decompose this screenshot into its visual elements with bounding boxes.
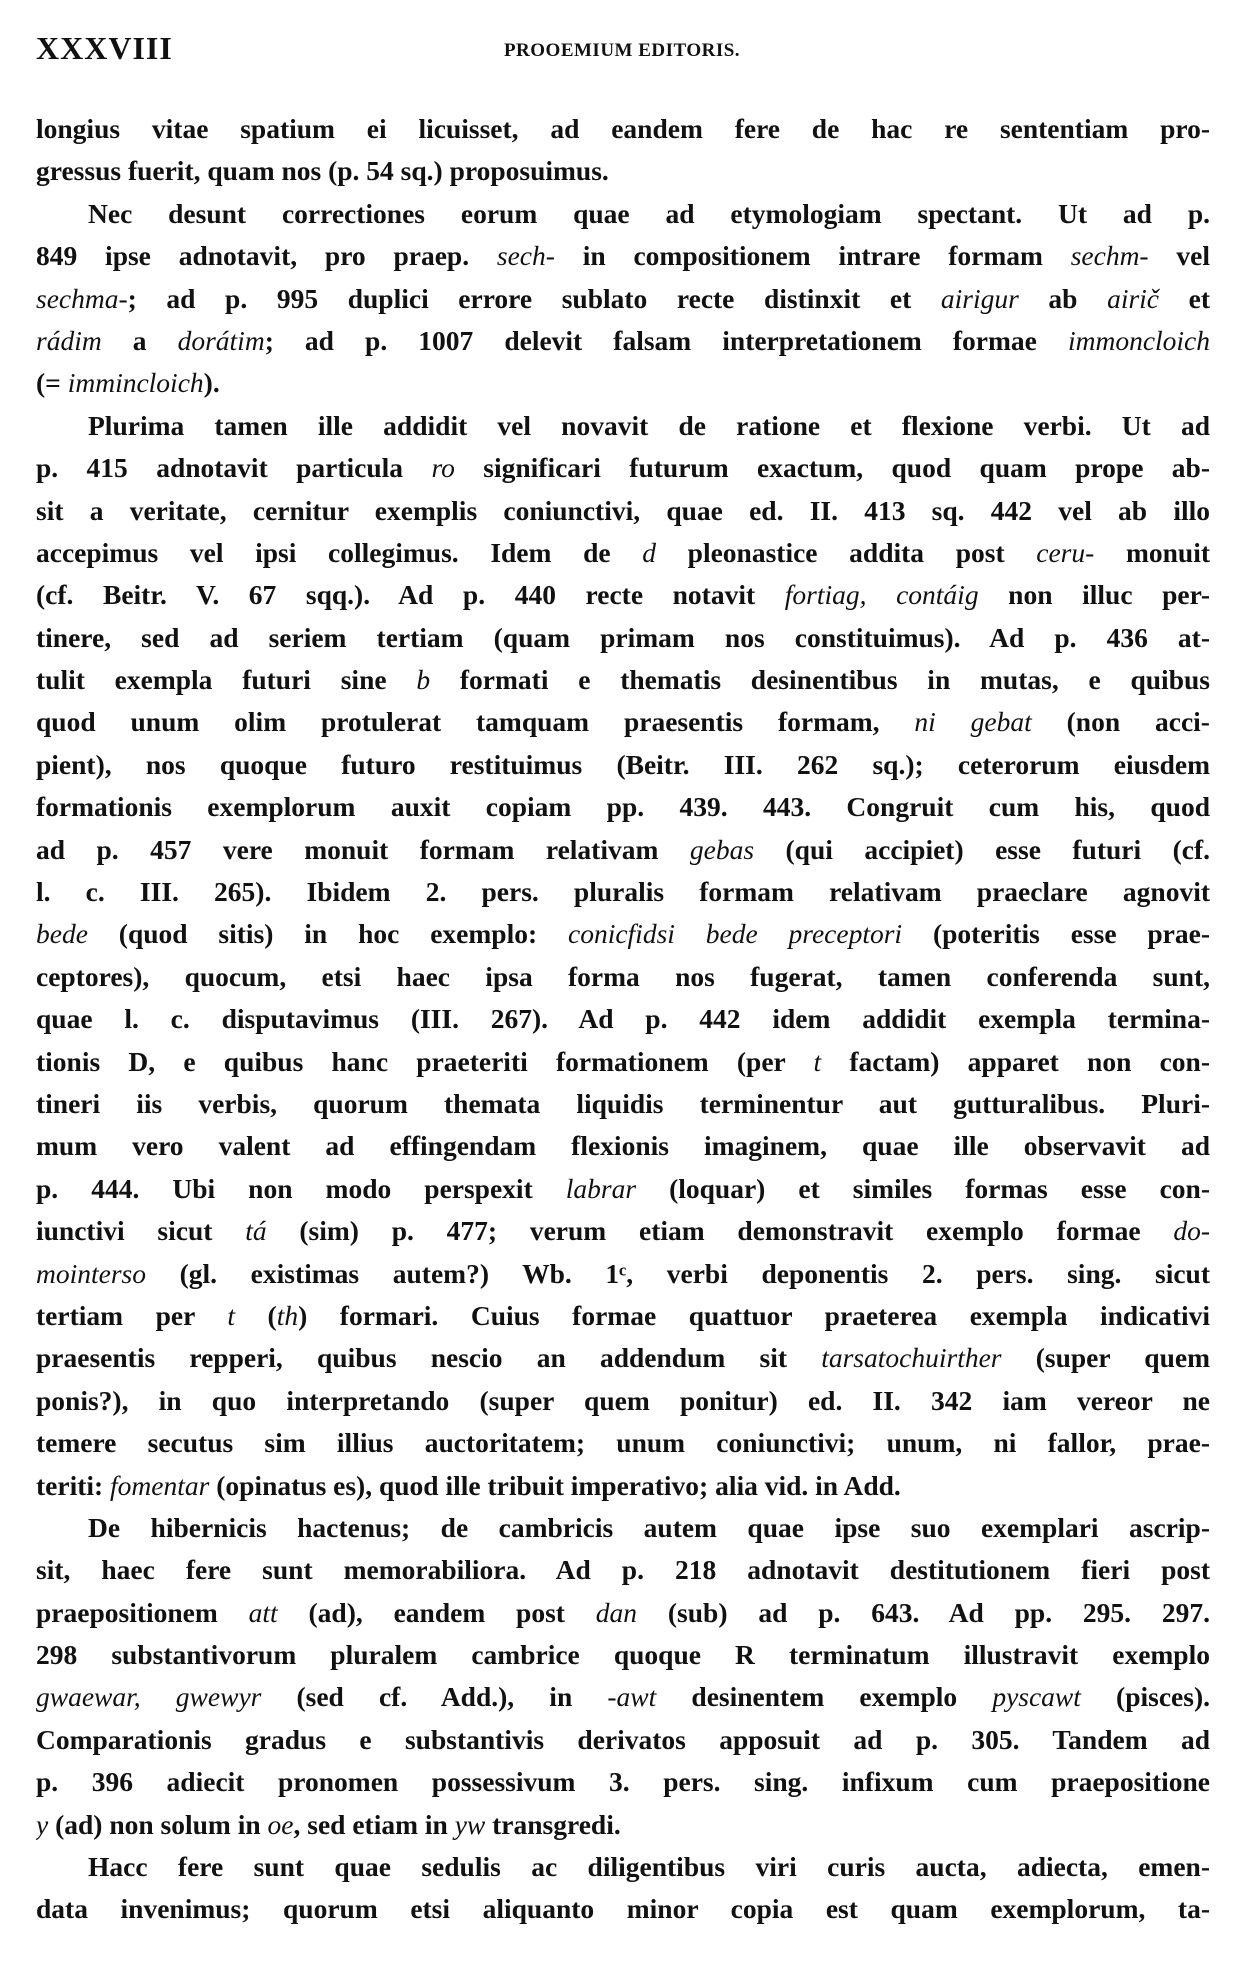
italic-text: immincloich: [67, 367, 204, 399]
text-line: [36, 1337, 1210, 1379]
text-segment: ceptores), quocum, etsi haec ipsa forma nos fugerat, tamen conferenda sunt,: [36, 960, 1210, 992]
text-segment: accepimus vel ipsi collegimus. Idem de: [36, 536, 643, 568]
text-segment: (cf. Beitr. V. 67 sqq.). Ad p. 440 recte notavit: [36, 579, 785, 611]
italic-text: airič: [1107, 282, 1160, 314]
text-line: [36, 998, 1210, 1040]
text-segment: gressus fuerit, quam nos (p. 54 sq.) proposuimus.: [36, 155, 609, 187]
text-segment: (non acci-: [1031, 706, 1210, 738]
text-segment: 849 ipse adnotavit, pro praep.: [36, 240, 497, 272]
text-segment: sit, haec fere sunt memorabiliora. Ad p. 218 adnotavit destitutionem fieri post: [36, 1554, 1210, 1586]
text-segment: , sed etiam in: [293, 1808, 455, 1840]
text-segment: ab: [1018, 282, 1108, 314]
text-segment: a: [101, 324, 178, 356]
italic-text: immoncloich: [1067, 324, 1210, 356]
text-line: [36, 1465, 1210, 1507]
text-line: [36, 150, 1210, 192]
text-segment: tulit exempla futuri sine: [36, 664, 417, 696]
text-segment: (loquar) et similes formas esse con-: [636, 1172, 1210, 1204]
text-segment: formationis exemplorum auxit copiam pp. 439. 443. Congruit cum his, quod: [36, 791, 1210, 823]
text-segment: (quod sitis) in hoc exemplo:: [87, 918, 568, 950]
text-segment: ).: [203, 367, 220, 399]
italic-text: dan: [595, 1596, 638, 1628]
text-segment: pient), nos quoque futuro restituimus (Beitr. III. 262 sq.); ceterorum eiusdem: [36, 748, 1210, 780]
italic-text: bede: [36, 918, 88, 950]
text-line: [36, 1846, 1210, 1888]
text-line: [36, 1888, 1210, 1930]
text-line: [36, 1295, 1210, 1337]
text-segment: (: [234, 1299, 277, 1331]
text-line: [36, 1083, 1210, 1125]
italic-text: ro: [431, 452, 455, 484]
italic-text: gwaewar, gwewyr: [36, 1681, 262, 1713]
text-segment: formati e thematis desinentibus in mutas, e quibus: [430, 664, 1210, 696]
text-segment: De hibernicis hactenus; de cambricis autem quae ipse suo exemplari ascrip-: [88, 1511, 1210, 1543]
text-segment: (opinatus es), quod ille tribuit imperativo; alia vid. in Add.: [209, 1469, 901, 1501]
text-segment: monuit: [1094, 536, 1210, 568]
text-segment: ; ad p. 1007 delevit falsam interpretationem formae: [264, 324, 1068, 356]
italic-text: airigur: [940, 282, 1019, 314]
text-line: [36, 447, 1210, 489]
text-line: [36, 1507, 1210, 1549]
text-segment: quod unum olim protulerat tamquam praesentis formam,: [36, 706, 915, 738]
text-line: [36, 701, 1210, 743]
running-title: PROOEMIUM EDITORIS.: [503, 40, 741, 61]
text-line: [36, 108, 1210, 150]
text-line: [36, 532, 1210, 574]
text-line: [36, 1719, 1210, 1761]
page-number: XXXVIII: [36, 30, 173, 66]
italic-text: ceru-: [1036, 536, 1095, 568]
text-line: [36, 278, 1210, 320]
italic-text: -awt: [607, 1681, 657, 1713]
italic-text: dorátim: [177, 324, 265, 356]
italic-text: sechma-: [36, 282, 128, 314]
italic-text: sechm-: [1070, 240, 1149, 272]
italic-text: rádim: [36, 324, 102, 356]
text-segment: Nec desunt correctiones eorum quae ad etymologiam spectant. Ut ad p.: [88, 197, 1210, 229]
text-line: [36, 1634, 1210, 1676]
text-segment: p. 415 adnotavit particula: [36, 452, 432, 484]
text-segment: quae l. c. disputavimus (III. 267). Ad p. 442 idem addidit exempla termina-: [36, 1003, 1210, 1035]
text-segment: ad p. 457 vere monuit formam relativam: [36, 833, 690, 865]
italic-text: fortiag, contáig: [784, 579, 979, 611]
text-line: [36, 1761, 1210, 1803]
text-line: [36, 1804, 1210, 1846]
italic-text: conicfidsi bede preceptori: [567, 918, 903, 950]
text-line: [36, 1676, 1210, 1718]
text-segment: transgredi.: [485, 1808, 621, 1840]
italic-text: pyscawt: [992, 1681, 1081, 1713]
text-segment: teriti:: [36, 1469, 111, 1501]
text-segment: (sim) p. 477; verum etiam demonstravit exemplo formae: [266, 1215, 1174, 1247]
italic-text: fomentar: [110, 1469, 210, 1501]
text-line: [36, 1422, 1210, 1464]
text-segment: Comparationis gradus e substantivis derivatos apposuit ad p. 305. Tandem ad: [36, 1723, 1210, 1755]
text-segment: praepositionem: [36, 1596, 249, 1628]
text-line: [36, 1253, 1210, 1295]
text-segment: vel: [1148, 240, 1210, 272]
italic-text: gebas: [689, 833, 755, 865]
italic-text: yw: [454, 1808, 486, 1840]
text-segment: p. 444. Ubi non modo perspexit: [36, 1172, 566, 1204]
text-segment: in compositionem intrare formam: [554, 240, 1071, 272]
italic-text: do-: [1173, 1215, 1210, 1247]
text-line: [36, 320, 1210, 362]
text-line: [36, 1125, 1210, 1167]
text-segment: significari futurum exactum, quod quam prope ab-: [454, 452, 1210, 484]
text-segment: ; ad p. 995 duplici errore sublato recte distinxit et: [127, 282, 941, 314]
text-segment: desinentem exemplo: [656, 1681, 993, 1713]
italic-text: att: [248, 1596, 278, 1628]
text-line: [36, 871, 1210, 913]
text-line: [36, 574, 1210, 616]
text-segment: sit a veritate, cernitur exemplis coniunctivi, quae ed. II. 413 sq. 442 vel ab illo: [36, 494, 1210, 526]
text-segment: tineri iis verbis, quorum themata liquidis terminentur aut gutturalibus. Pluri-: [36, 1087, 1210, 1119]
text-segment: et: [1159, 282, 1210, 314]
text-segment: (pisces).: [1080, 1681, 1210, 1713]
italic-text: t: [227, 1299, 235, 1331]
text-segment: data invenimus; quorum etsi aliquanto minor copia est quam exemplorum, ta-: [36, 1893, 1210, 1925]
italic-text: ni gebat: [914, 706, 1032, 738]
text-line: [36, 1041, 1210, 1083]
text-line: [36, 956, 1210, 998]
text-line: [36, 235, 1210, 277]
text-segment: iunctivi sicut: [36, 1215, 246, 1247]
text-segment: (poteritis esse prae-: [902, 918, 1210, 950]
text-segment: p. 396 adiecit pronomen possessivum 3. pers. sing. infixum cum praepositione: [36, 1766, 1210, 1798]
italic-text: sech-: [496, 240, 555, 272]
text-segment: (qui accipiet) esse futuri (cf.: [754, 833, 1210, 865]
italic-text: d: [642, 536, 656, 568]
text-segment: factam) apparet non con-: [821, 1045, 1210, 1077]
text-line: [36, 193, 1210, 235]
text-segment: (sub) ad p. 643. Ad pp. 295. 297.: [637, 1596, 1210, 1628]
text-line: [36, 405, 1210, 447]
text-line: [36, 1592, 1210, 1634]
italic-text: b: [416, 664, 431, 696]
text-line: [36, 617, 1210, 659]
text-line: [36, 744, 1210, 786]
italic-text: t: [813, 1045, 822, 1077]
text-line: [36, 1380, 1210, 1422]
text-segment: 298 substantivorum pluralem cambrice quoque R terminatum illustravit exemplo: [36, 1639, 1210, 1671]
text-segment: (sed cf. Add.), in: [261, 1681, 608, 1713]
italic-text: y: [36, 1808, 49, 1840]
text-segment: tionis D, e quibus hanc praeteriti formationem (per: [36, 1045, 814, 1077]
italic-text: oe: [267, 1808, 294, 1840]
text-line: [36, 913, 1210, 955]
italic-text: mointerso: [36, 1257, 146, 1289]
text-line: [36, 1549, 1210, 1591]
italic-text: th: [276, 1299, 299, 1331]
text-segment: praesentis repperi, quibus nescio an addendum sit: [36, 1342, 822, 1374]
text-segment: (ad) non solum in: [48, 1808, 268, 1840]
italic-text: labrar: [565, 1172, 637, 1204]
body-text: [36, 108, 1210, 1931]
text-segment: l. c. III. 265). Ibidem 2. pers. pluralis formam relativam praeclare agnovit: [36, 876, 1210, 908]
text-segment: tertiam per: [36, 1299, 228, 1331]
text-segment: pleonastice addita post: [656, 536, 1037, 568]
text-line: [36, 829, 1210, 871]
text-line: [36, 362, 1210, 404]
text-segment: ) formari. Cuius formae quattuor praeterea exempla indicativi: [298, 1299, 1210, 1331]
text-line: [36, 786, 1210, 828]
text-segment: temere secutus sim illius auctoritatem; unum coniunctivi; unum, ni fallor, prae-: [36, 1427, 1210, 1459]
text-line: [36, 490, 1210, 532]
text-segment: longius vitae spatium ei licuisset, ad eandem fere de hac re sententiam pro-: [36, 113, 1210, 144]
text-line: [36, 659, 1210, 701]
text-segment: tinere, sed ad seriem tertiam (quam primam nos constituimus). Ad p. 436 at-: [36, 621, 1210, 653]
text-segment: Hacc fere sunt quae sedulis ac diligentibus viri curis aucta, adiecta, emen-: [88, 1851, 1210, 1883]
text-segment: Plurima tamen ille addidit vel novavit de ratione et flexione verbi. Ut ad: [88, 409, 1210, 441]
text-segment: (gl. existimas autem?) Wb. 1ᶜ, verbi deponentis 2. pers. sing. sicut: [146, 1257, 1210, 1289]
text-segment: non illuc per-: [978, 579, 1210, 611]
text-line: [36, 1168, 1210, 1210]
text-segment: mum vero valent ad effingendam flexionis imaginem, quae ille observavit ad: [36, 1130, 1210, 1162]
text-segment: (=: [36, 367, 68, 399]
text-segment: (ad), eandem post: [277, 1596, 596, 1628]
italic-text: tá: [245, 1215, 267, 1247]
text-segment: (super quem: [1001, 1342, 1210, 1374]
text-line: [36, 1210, 1210, 1252]
text-segment: ponis?), in quo interpretando (super quem ponitur) ed. II. 342 iam vereor ne: [36, 1384, 1210, 1416]
italic-text: tarsatochuirther: [821, 1342, 1002, 1374]
